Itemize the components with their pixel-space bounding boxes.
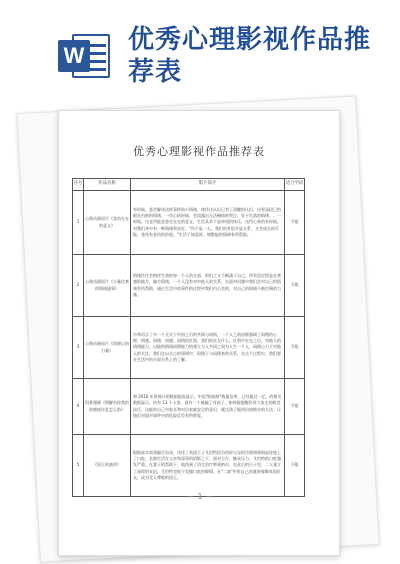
page-title: 优秀心理影视作品推荐表 (128, 25, 372, 87)
row-name: 心理动画短片《悲伤在在的意义》 (84, 191, 131, 255)
row-name: 《国王的演讲》 (84, 435, 131, 497)
table-row (73, 317, 305, 379)
row-fit: 不限 (285, 379, 305, 435)
column-header-name: 作品名称 (84, 179, 131, 191)
row-fit: 不限 (285, 435, 305, 497)
table-row (73, 191, 305, 255)
row-num: 5 (73, 435, 84, 497)
row-fit: 不限 (285, 191, 305, 255)
page-number: — 1 — (186, 492, 214, 501)
column-header-num: 序号 (73, 179, 84, 191)
header-banner (0, 0, 400, 92)
word-badge: W (58, 40, 90, 72)
table-row (73, 255, 305, 317)
recommendation-table (72, 178, 305, 497)
row-intro: 根据真实故事编写而成，讲述了英国王子艾伯特因为幼时父母的冷漠和保姆虐待患上了口吃，长期生活在父亲和哥哥的阴影之下，面对王位，继承压力，艾伯特的口吃越发严重。在妻子的帮助下，他找到了语言治疗师莱纳尔，在此后的日子里，二人建立了深厚的友谊，艾伯特也终于克服口吃的障碍。在"二战"中用自己的演讲鼓舞英国民众，成为受人尊敬的国王。 (131, 435, 285, 497)
row-name: 心理动画短片《小量化爽的情绪逐事》 (84, 255, 131, 317)
row-name: 科普漫画《图解告你我的防被接诈乱怎么防》 (84, 379, 131, 435)
row-num: 4 (73, 379, 84, 435)
row-num: 1 (73, 191, 84, 255)
word-document-icon (58, 34, 110, 78)
table-row (73, 435, 305, 497)
row-num: 3 (73, 317, 84, 379)
document-title: 优秀心理影视作品推荐表 (133, 145, 265, 158)
column-header-fit: 适合学段 (285, 179, 305, 191)
row-fit: 不限 (285, 317, 305, 379)
row-name: 心理动画短片《同理心的力量》 (84, 317, 131, 379)
table-header-row (73, 179, 305, 191)
row-intro: 和 2016 年所统计的数据提高显示，中国"防陷阱"数量急率，已经超过一亿。的相关数据显示，约有 13 个人里，就有一个被骗了对孩子，如何能提醒告诉大家全的防范技巧，这能的自己对家长和对自家庭安全的意识，就这孩子能找出防欺诈的方法。让他们对面对事件中的危险信号有所察觉。 (131, 379, 285, 435)
column-header-intro: 影片简介 (131, 179, 285, 191)
table-row (73, 379, 305, 435)
row-fit: 不限 (285, 255, 305, 317)
row-intro: 有时候，悲会解读这样事样前小情绪，使作这认识已有了清醒的认识，这智深段已的细在内极的情绪。一伤心的时候，会流露出无法掩饰的哭泣，处于失落的情绪。，一时候，这仓所能是悲在在在的意义，生活从来不是单纯的快乐，这用心来的有时候，对我们身中有一种情绪和良好，"你不是一天，我们的有很多是关系，才会成长的可能，悲伤有悲伤的价值。"生活不如意时，调整能的情绪有所帮助。 (131, 191, 285, 255)
row-num: 2 (73, 255, 84, 317)
row-intro: 情绪往往会陪伴生命的每一个人的全部，时们之又不断涌于自己，所有没定情是在善感的地方，融合情绪，一个人没有对中他人的关系，在面对问题中我们会对自己的情绪有所帮助，通过生活中的事件的过程中我们内心会的，对自己的情绪不被打倒的力量。 (131, 255, 285, 317)
row-intro: 中华语言了多一个全关于中国之后的共情与同情，一个人之前因都强调了同理的心理，情感、同理、同感、同情的区别，我们的在在什么，区别中在在之后，对他人的情绪能力，以能的情绪同理能力的建立与人共同之间为人生一个人，同理心力于对他人的关注，我们在以关心的事例中，同理于与同理来的关系，在这个过程中，我们要在生活中的方面关系上的了解。 (131, 317, 285, 379)
